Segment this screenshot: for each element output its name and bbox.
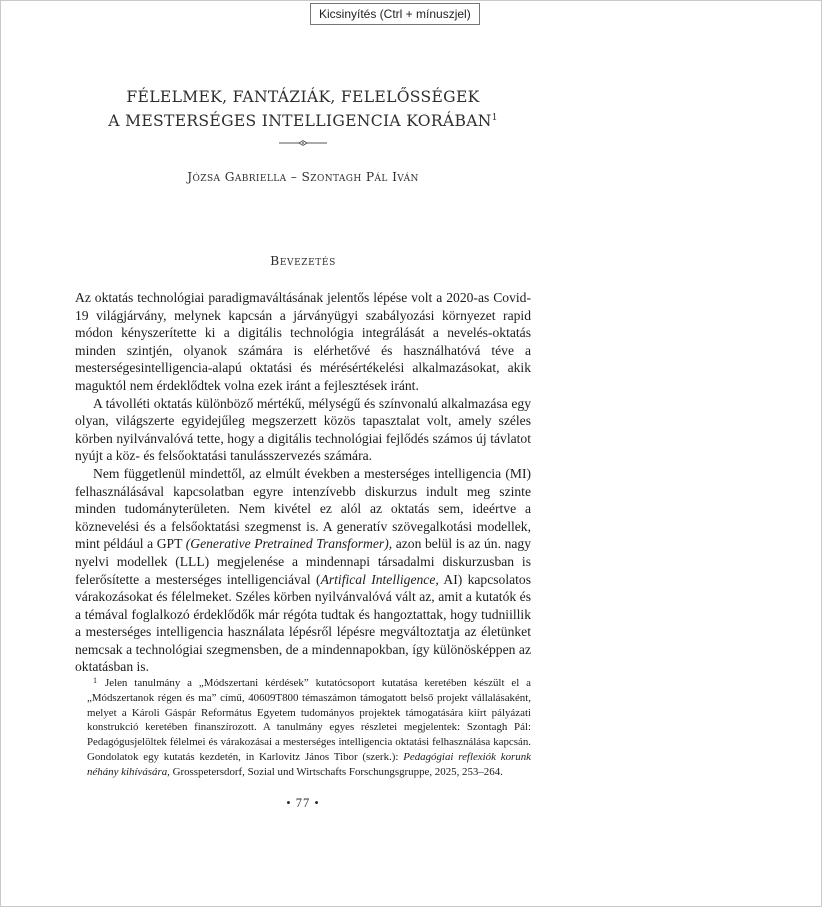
ornamental-rule-icon: [279, 139, 327, 147]
paragraph: [75, 465, 531, 676]
title-footnote-marker[interactable]: 1: [491, 113, 498, 123]
paragraph: Az oktatás technológiai paradigmaváltásának jelentős lépése volt a 2020-as Covid-19 világjárvány, melynek kapcsán a járványügyi szabályozási környezet rapid módon kényszerítette ki a digitális technológia integrálását a nevelés-oktatás minden szintjén, olyanok számára is elérhetővé és használhatóvá téve a mesterségesintelligencia-alapú oktatási és mérésértékelési alkalmazásokat, akik maguktól nem érdeklődtek volna ezek iránt a fejlesztések iránt.: [75, 290, 531, 393]
paragraph-text: azon belül is az ún. nagy nyelvi modellek (LLL) megjelenése a mindennapi társadalmi diskurzusban is felerősítette a mesterséges intelligenciával (: [75, 536, 531, 587]
document-page: [75, 87, 531, 811]
paragraph-italic: (Generative Pretrained Transformer),: [185, 536, 393, 552]
footnote-italic: Pedagógiai reflexiók korunk néhány kihívására,: [87, 751, 532, 778]
article-title: [75, 87, 531, 132]
paragraph: A távolléti oktatás különböző mértékű, mélységű és színvonalú alkalmazása egy olyan, világszerte egyidejűleg megszerzett közös tapasztalat volt, amely széles körben nyilvánvalóvá tette, hogy a digitális technológiai fejlődés számos új távlatot nyújt a köz- és felsőoktatási tanulásszervezés számára.: [75, 395, 531, 464]
paragraph-italic: Artifical Intelligence,: [320, 571, 439, 587]
footnote-text: Grosspetersdorf, Sozial und Wirtschafts Forschungsgruppe, 2025, 253–264.: [169, 765, 503, 778]
footnote-text: Jelen tanulmány a „Módszertani kérdések” kutatócsoport kutatása keretében készült el a „Módszertanok régen és ma” című, 40609T800 témaszámon támogatott belső projekt vállalásaként, melyet a Károli Gáspár Református Egyetem tudományos projektek támogatására kiírt pályázati konstrukció keretében finanszírozott. A tanulmány egyes részletei megjelentek: Szontagh Pál: Pedagógusjelöltek félelmei és várakozásai a mesterséges intelligencia oktatási felhasználása kapcsán. Gondolatok egy kutatás kezdetén, in Karlovitz János Tibor (szerk.):: [87, 677, 531, 764]
page-number: • 77 •: [286, 795, 320, 810]
article-body: [75, 289, 531, 780]
title-line-1: FÉLELMEK, FANTÁZIÁK, FELELŐSSÉGEK: [126, 88, 480, 106]
section-heading: Bevezetés: [270, 253, 336, 268]
paragraph-text: AI) kapcsolatos várakozásokat és félelmeket. Széles körben nyilvánvalóvá vált az, amit a kutatók és a témával foglalkozó érdeklődők már régóta tudtak és hangoztattak, hogy tudniillik a mesterséges intelligencia használata lépésről lépésre megváltoztatja az életünket nemcsak a technológiai szegmensben, de a mindennapokban, így különösképpen az oktatásban is.: [75, 571, 532, 675]
zoom-out-tooltip: Kicsinyítés (Ctrl + mínuszjel): [310, 3, 480, 25]
paragraph-text: Nem függetlenül mindettől, az elmúlt években a mesterséges intelligencia (MI) felhasználásával kapcsolatban egyre intenzívebb diskurzus indult meg szinte minden tudományterületen. Nem kivétel ez alól az oktatás sem, ideértve a köznevelési és a felsőoktatási szegmenst is. A generatív szövegalkotási modellek, mint például a GPT: [75, 465, 531, 552]
article-authors: Józsa Gabriella – Szontagh Pál Iván: [187, 170, 419, 184]
footnote-marker: 1: [93, 676, 97, 686]
footnote: [75, 676, 531, 780]
title-line-2: A MESTERSÉGES INTELLIGENCIA KORÁBAN: [108, 112, 492, 130]
